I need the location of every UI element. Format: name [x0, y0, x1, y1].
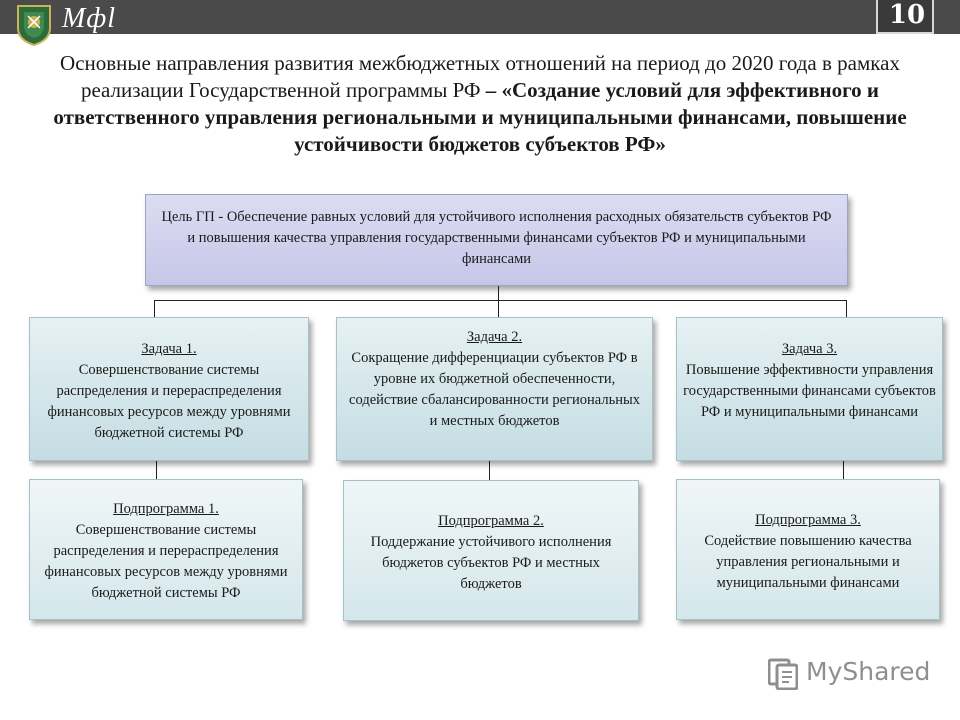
task-2-heading: Задача 2. — [466, 329, 523, 345]
connector-task1 — [154, 300, 155, 318]
slide-title-bold: – «Создание условий для эффективного и ответственного управления региональными и муниципальными финансами, повышение устойчивости бюджетов субъектов РФ» — [53, 78, 907, 156]
slide-title — [30, 50, 930, 158]
connector-horizontal — [154, 300, 846, 301]
connector-task2 — [498, 300, 499, 318]
page-number: 10 — [888, 0, 926, 30]
ministry-emblem-icon — [14, 2, 54, 46]
subprogram-box-3 — [676, 479, 940, 620]
top-bar — [0, 0, 960, 34]
page-number-box — [876, 0, 934, 34]
brand-name: Мфl — [62, 3, 116, 34]
connector-task3 — [846, 300, 847, 318]
task-box-3 — [676, 317, 943, 461]
myshared-watermark: MyShared — [806, 657, 931, 686]
subprogram-3-heading: Подпрограмма 3. — [755, 512, 861, 528]
task-3-text: Повышение эффективности управления государственными финансами субъектов РФ и муниципальными финансами — [683, 362, 936, 420]
connector-task1-sub1 — [156, 461, 157, 479]
task-2-text: Сокращение дифференциации субъектов РФ в уровне их бюджетной обеспеченности, содействие сбалансированности региональных и местных бюджетов — [349, 350, 640, 429]
subprogram-2-heading: Подпрограмма 2. — [438, 513, 544, 529]
subprogram-3-text: Содействие повышению качества управления региональными и муниципальными финансами — [704, 533, 912, 591]
goal-box: Цель ГП - Обеспечение равных условий для устойчивого исполнения расходных обязательств субъектов РФ и повышения качества управления государственными финансами субъектов РФ и муниципальными финансами — [145, 194, 848, 286]
subprogram-1-heading: Подпрограмма 1. — [113, 501, 219, 517]
subprogram-1-text: Совершенствование системы распределения и перераспределения финансовых ресурсов между уровнями бюджетной системы РФ — [44, 522, 288, 601]
connector-goal-down — [498, 286, 499, 300]
subprogram-box-2 — [343, 480, 639, 621]
subprogram-box-1 — [29, 479, 303, 620]
task-box-2 — [336, 317, 653, 461]
task-1-heading: Задача 1. — [141, 341, 197, 357]
connector-task2-sub2 — [489, 461, 490, 480]
task-3-heading: Задача 3. — [781, 341, 838, 357]
task-1-text: Совершенствование системы распределения и перераспределения финансовых ресурсов между уровнями бюджетной системы РФ — [47, 362, 291, 441]
task-box-1 — [29, 317, 309, 461]
connector-task3-sub3 — [843, 461, 844, 479]
slide-title-plain: Основные направления развития межбюджетных отношений на период до 2020 года в рамках реализации Государственной программы РФ — [60, 51, 900, 102]
myshared-logo-icon — [768, 656, 798, 690]
subprogram-2-text: Поддержание устойчивого исполнения бюджетов субъектов РФ и местных бюджетов — [370, 534, 612, 592]
